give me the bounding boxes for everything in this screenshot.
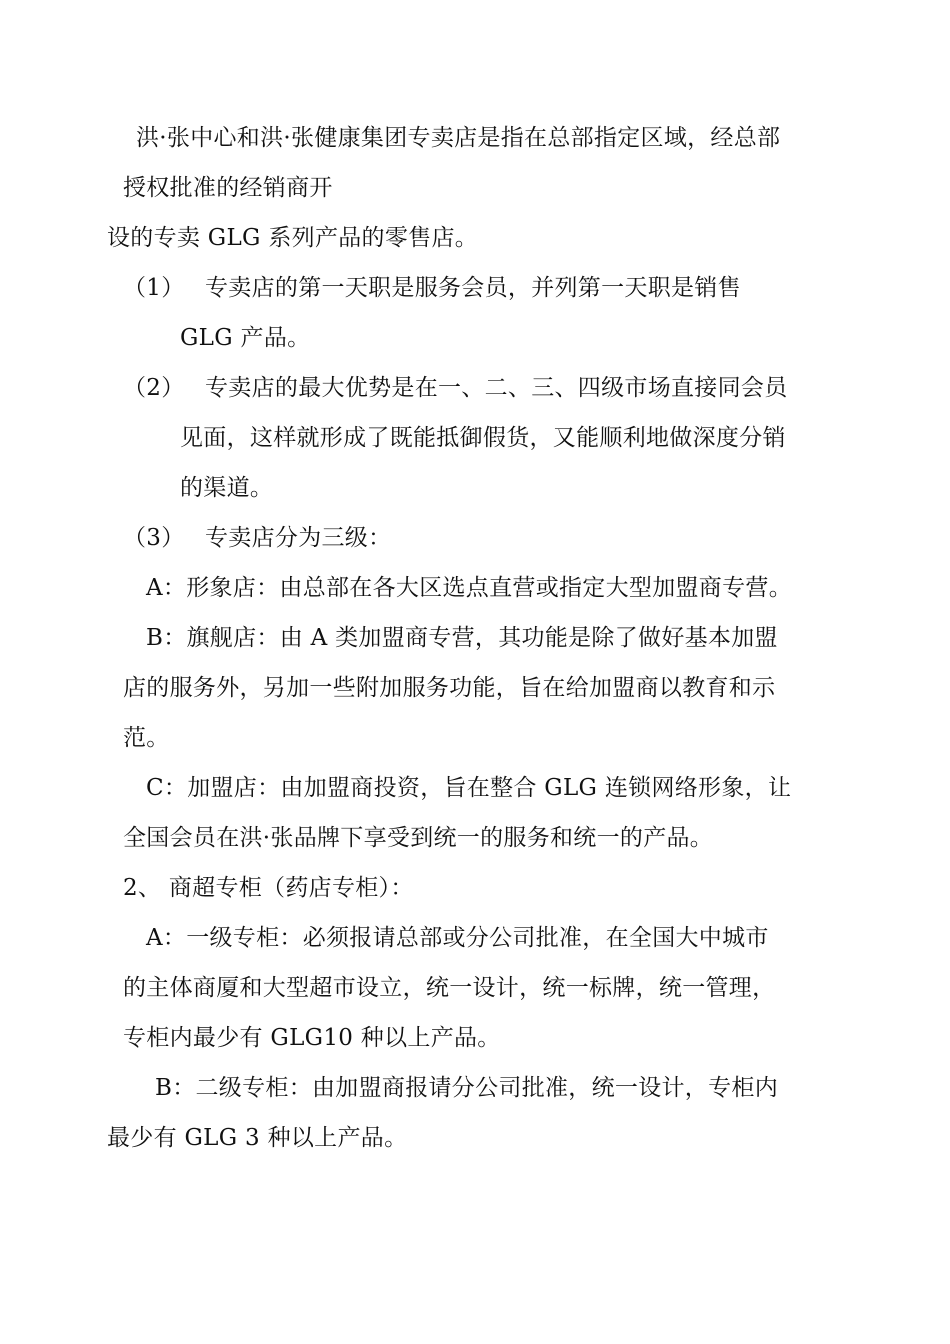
- intro-line-2: 授权批准的经销商开: [123, 175, 333, 201]
- item-2-line-3: 的渠道。: [180, 475, 274, 501]
- counter-a-line-3: 专柜内最少有 GLG10 种以上产品。: [123, 1025, 501, 1051]
- level-c-line-2: 全国会员在洪·张品牌下享受到统一的服务和统一的产品。: [123, 825, 714, 851]
- counter-a-line-2: 的主体商厦和大型超市设立，统一设计，统一标牌，统一管理，: [123, 975, 776, 1001]
- item-1-line-1: 专卖店的第一天职是服务会员，并列第一天职是销售: [205, 275, 741, 301]
- item-1-marker: （1）: [123, 275, 185, 301]
- level-c-line-1: C：加盟店：由加盟商投资，旨在整合 GLG 连锁网络形象，让: [146, 775, 792, 801]
- level-b-line-2: 店的服务外，另加一些附加服务功能，旨在给加盟商以教育和示: [123, 675, 776, 701]
- item-3-marker: （3）: [123, 525, 185, 551]
- item-2-line-1: 专卖店的最大优势是在一、二、三、四级市场直接同会员: [205, 375, 788, 401]
- counter-b-line-2: 最少有 GLG 3 种以上产品。: [107, 1125, 408, 1151]
- level-a-line-1: A：形象店：由总部在各大区选点直营或指定大型加盟商专营。: [146, 575, 793, 601]
- item-2-marker: （2）: [123, 375, 185, 401]
- counter-a-line-1: A：一级专柜：必须报请总部或分公司批准，在全国大中城市: [146, 925, 769, 951]
- level-b-line-1: B：旗舰店：由 A 类加盟商专营，其功能是除了做好基本加盟: [146, 625, 778, 651]
- item-2-line-2: 见面，这样就形成了既能抵御假货，又能顺利地做深度分销: [180, 425, 786, 451]
- item-3-line-1: 专卖店分为三级：: [205, 525, 392, 551]
- item-1-line-2: GLG 产品。: [180, 325, 311, 351]
- level-b-line-3: 范。: [123, 725, 170, 751]
- intro-line-3: 设的专卖 GLG 系列产品的零售店。: [107, 225, 479, 251]
- intro-line-1: 洪·张中心和洪·张健康集团专卖店是指在总部指定区域，经总部: [136, 125, 781, 151]
- section-2-heading: 2、 商超专柜（药店专柜）：: [123, 875, 414, 901]
- counter-b-line-1: B：二级专柜：由加盟商报请分公司批准，统一设计，专柜内: [155, 1075, 779, 1101]
